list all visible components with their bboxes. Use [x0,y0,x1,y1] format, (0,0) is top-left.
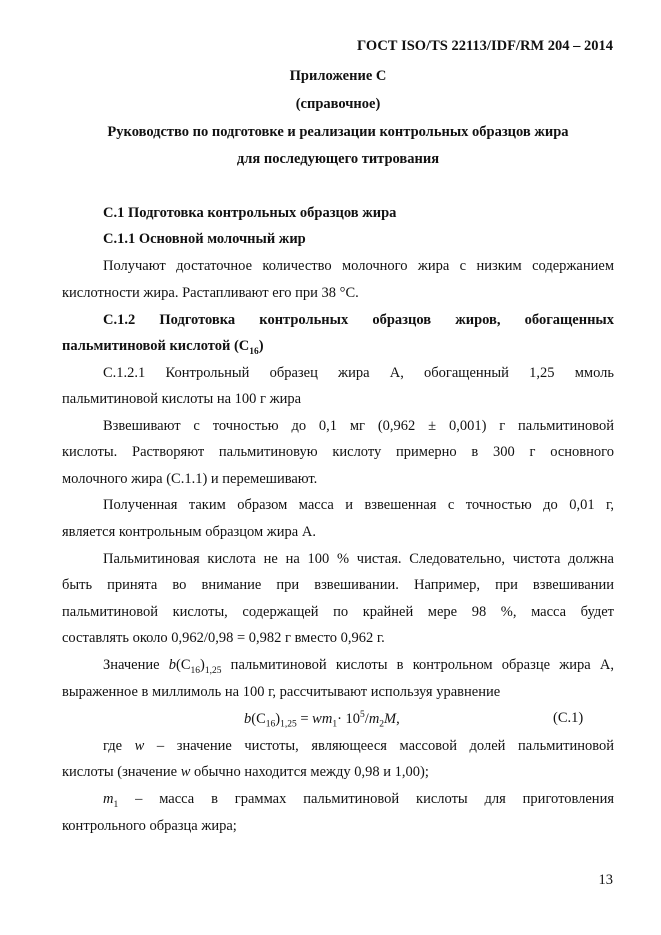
p3-line1: Полученная таким образом масса и взвешенная с точностью до 0,01 г, [103,497,614,513]
section-c121-line1: С.1.2.1 Контрольный образец жира А, обогащенный 1,25 ммоль [103,365,614,381]
p4-line2: быть принята во внимание при взвешивании. Например, при взвешивании [62,577,614,593]
p4-line1: Пальмитиновая кислота не на 100 % чистая. Следовательно, чистота должна [103,551,614,567]
p1-line1: Получают достаточное количество молочного жира с низким содержанием [103,258,614,274]
p4-line3: пальмитиновой кислоты, содержащей по крайней мере 98 %, масса будет [62,604,614,620]
p2-line1: Взвешивают с точностью до 0,1 мг (0,962 ± 0,001) г пальмитиновой [103,418,614,434]
p7-line1: $m_1$ – масса в граммах пальмитиновой кислоты для приготовления [103,791,614,810]
document-header: ГОСТ ISO/TS 22113/IDF/RM 204 – 2014 [357,38,613,54]
section-c121-line2: пальмитиновой кислоты на 100 г жира [62,391,302,407]
p5-line1: Значение $b(C_{16})_{1,25}$ пальмитиновой кислоты в контрольном образце жира А, [103,657,614,676]
p2-line2: кислоты. Растворяют пальмитиновую кислоту примерно в 300 г основного [62,444,614,460]
p4-line4: составлять около 0,962/0,98 = 0,982 г вместо 0,962 г. [62,630,385,646]
annex-heading-line2: для последующего титрования [236,151,440,167]
p7-line2: контрольного образца жира; [62,818,237,834]
section-c1-heading: С.1 Подготовка контрольных образцов жира [103,205,397,221]
p3-line2: является контрольным образцом жира А. [62,524,316,540]
p1-line2: кислотности жира. Растапливают его при 38 °С. [62,285,359,301]
p6-line2: кислоты (значение w обычно находится между 0,98 и 1,00); [62,764,429,780]
section-c12-heading-line1: С.1.2 Подготовка контрольных образцов жиров, обогащенных [103,312,614,328]
page-number: 13 [598,872,613,888]
p5-line2: выраженное в миллимоль на 100 г, рассчитывают используя уравнение [62,684,501,700]
section-c12-heading-line2: пальмитиновой кислотой $(С_{16})$ [62,338,264,357]
annex-heading-line1: Руководство по подготовке и реализации контрольных образцов жира [107,124,569,140]
p2-line3: молочного жира (С.1.1) и перемешивают. [62,471,318,487]
section-c11-heading: С.1.1 Основной молочный жир [103,231,306,247]
equation-number: (С.1) [553,710,584,726]
annex-title: Приложение С [289,68,387,84]
equation-c1: $b(C_{16})_{1,25} = wm_1\cdot 10^5/m_2M$, [244,710,400,730]
annex-note: (справочное) [295,96,381,112]
p6-line1: где w – значение чистоты, являющееся массовой долей пальмитиновой [103,738,614,754]
